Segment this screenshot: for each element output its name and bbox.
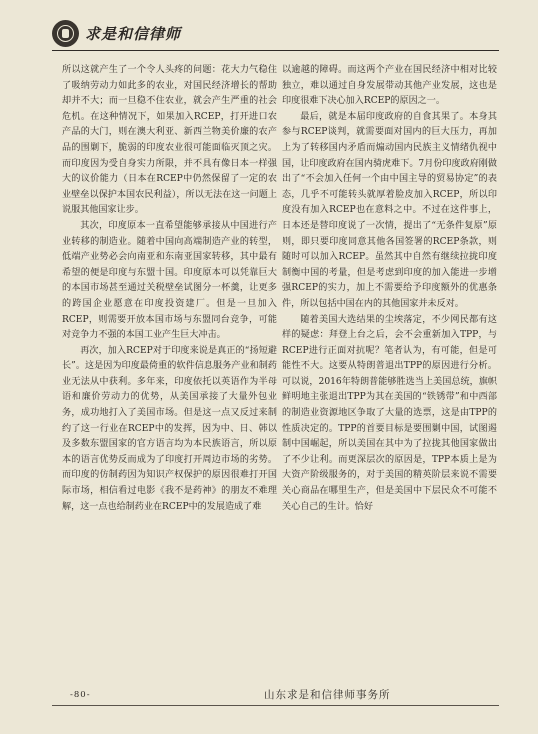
paragraph: 以逾越的障碍。而这两个产业在国民经济中相对比较独立，难以通过自身发展带动其他产业发展，这也是印度很难下决心加入RCEP的原因之一。 (282, 65, 497, 107)
left-column (62, 63, 277, 515)
paragraph: 最后，就是本届印度政府的自食其果了。本身其参与RCEP谈判，就需要面对国内的巨大压力，再加上为了转移国内矛盾而煽动国内民族主义情绪仇视中国，让印度政府在国内骑虎难下。7月份印度政府刚做出了“不会加入任何一个由中国主导的贸易协定”的表态，几乎不可能转头就厚着脸皮加入RCEP，所以印度没有加入RCEP也在意料之中。不过在这件事上，日本还是替印度说了一次情，提出了“无条件复原”原则，即只要印度同意其他各国签署的RCEP条款，则随时可以加入RCEP。虽然其中自然有继续拉拢印度制衡中国的考量，但是考虑到印度的加入能进一步增强RCEP的实力，加上不需要给予印度额外的优惠条件，所以包括中国在内的其他国家并未反对。 (282, 111, 497, 309)
footer-firm-name: 山东求是和信律师事务所 (264, 689, 391, 701)
page-header (52, 18, 181, 48)
paragraph: 其次，印度原本一直希望能够承接从中国进行产业转移的制造业。随着中国向高端制造产业的转型，低端产业势必会向南亚和东南亚国家转移，其中最有希望的便是印度与东盟十国。印度原本可以凭靠巨大的本国市场甚至通过关税壁垒试图分一杯羹，让更多的跨国企业愿意在印度投资建厂。但是一旦加入RCEP，则需要开放本国市场与东盟同台竞争，可能对竞争力不强的本国工业产生巨大冲击。 (62, 220, 277, 341)
footer-divider (52, 705, 499, 706)
page-number: -80- (70, 690, 91, 700)
paragraph: 再次，加入RCEP对于印度来说是真正的“扬短避长”。这是因为印度最倚重的软件信息服务产业和制药业无法从中获利。多年来，印度依托以英语作为半母语和廉价劳动力的优势，从美国承接了大量外包业务，成功地打入了美国市场。但是这一点又反过来制约了这一行业在RCEP中的发挥，因为中、日、韩以及多数东盟国家的官方语言均为本民族语言，所以原本的语言优势反而成为了印度打开周边市场的劣势。而印度的仿制药因为知识产权保护的原因很难打开国际市场，相信看过电影《我不是药神》的朋友不难理解，这一点也给制药业在RCEP中的发展造成了难 (62, 345, 277, 512)
right-column (282, 63, 497, 515)
header-title: 求是和信律师 (85, 24, 182, 43)
header-divider (52, 50, 499, 51)
paragraph: 所以这就产生了一个令人头疼的问题：花大力气稳住了吸纳劳动力如此多的农业，对国民经济增长的帮助却并不大；而一旦稳不住农业，就会产生严重的社会危机。在这种情况下，如果加入RCEP，打开进口农产品的大门，则在澳大利亚、新西兰物美价廉的农产品的围剿下，脆弱的印度农业很可能面临灭顶之灾。而印度因为受自身实力所限，并不具有像日本一样强大的议价能力（日本在RCEP中仍然保留了一定的农业壁垒以保护本国农民利益），所以无法在这一问题上说服其他国家让步。 (62, 65, 277, 216)
firm-logo-icon (52, 20, 79, 47)
paragraph: 随着美国大选结果的尘埃落定，不少网民都有这样的疑虑：拜登上台之后，会不会重新加入TPP，与RCEP进行正面对抗呢？笔者认为，有可能，但是可能性不大。这要从特朗普退出TPP的原因进行分析。可以说，2016年特朗普能够胜选当上美国总统，旗帜鲜明地主张退出TPP为其在美国的“铁锈带”和中西部的制造业资源地区争取了大量的选票，这是由TPP的性质决定的。TPP的首要目标是要围剿中国，试图遏制中国崛起，所以美国在其中为了拉拢其他国家做出了不少让利。而更深层次的原因是，TPP本质上是为大资产阶级服务的，对于美国的精英阶层来说不需要关心商品在哪里生产，但是美国中下层民众不可能不关心自己的生计。恰好 (282, 314, 497, 512)
